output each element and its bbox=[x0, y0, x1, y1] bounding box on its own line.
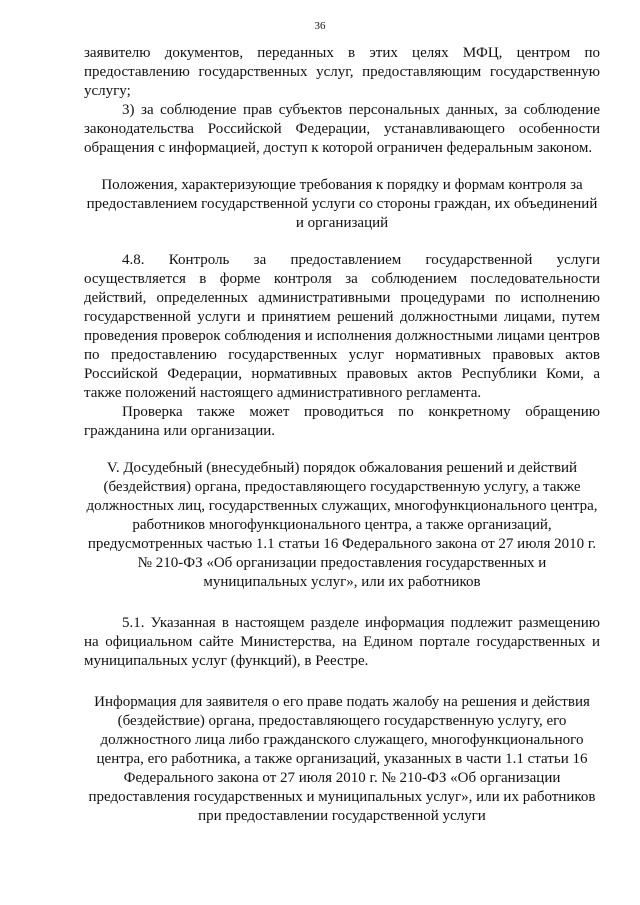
page-number: 36 bbox=[314, 20, 326, 32]
paragraph-5-1-information: 5.1. Указанная в настоящем разделе информация подлежит размещению на официальном сайте Министерства, на Едином портале государственных и муниципальных услуг (функций), в Реестре. bbox=[84, 615, 600, 669]
paragraph-applicant-documents: заявителю документов, переданных в этих целях МФЦ, центром по предоставлению государственных услуг, предоставляющим государственную услугу; bbox=[84, 45, 600, 99]
section-heading-appeal-procedure: V. Досудебный (внесудебный) порядок обжалования решений и действий (бездействия) органа, предоставляющего государственную услугу, а также должностных лиц, государственных служащих, многофункционального центра, работников многофункционального центра, а также организаций, предусмотренных частью 1.1 статьи 16 Федерального закона от 27 июля 2010 г. № 210-ФЗ «Об организации предоставления государственных и муниципальных услуг», или их работников bbox=[86, 460, 598, 590]
document-body bbox=[84, 44, 600, 826]
section-heading-complaint-right: Информация для заявителя о его праве подать жалобу на решения и действия (бездействие) органа, предоставляющего государственную услугу, его должностного лица либо гражданского служащего, многофункционального центра, его работника, а также организаций, указанных в части 1.1 статьи 16 Федерального закона от 27 июля 2010 г. № 210-ФЗ «Об организации предоставления государственных и муниципальных услуг», или их работников при предоставлении государственной услуги bbox=[88, 694, 596, 824]
paragraph-personal-data: 3) за соблюдение прав субъектов персональных данных, за соблюдение законодательства Российской Федерации, устанавливающего особенности обращения с информацией, доступ к которой ограничен федеральным законом. bbox=[84, 102, 600, 156]
paragraph-4-8-control: 4.8. Контроль за предоставлением государственной услуги осуществляется в форме контроля за соблюдением последовательности действий, определенных административными процедурами по исполнению государственной услуги и принятием решений должностными лицами, путем проведения проверок соблюдения и исполнения должностными лицами центров по предоставлению государственных услуг нормативных правовых актов Российской Федерации, нормативных правовых актов Республики Коми, а также положений настоящего административного регламента. bbox=[84, 252, 600, 401]
section-heading-control-provisions: Положения, характеризующие требования к порядку и формам контроля за предоставлением государственной услуги со стороны граждан, их объединений и организаций bbox=[86, 177, 598, 231]
paragraph-inspection: Проверка также может проводиться по конкретному обращению гражданина или организации. bbox=[84, 404, 600, 439]
